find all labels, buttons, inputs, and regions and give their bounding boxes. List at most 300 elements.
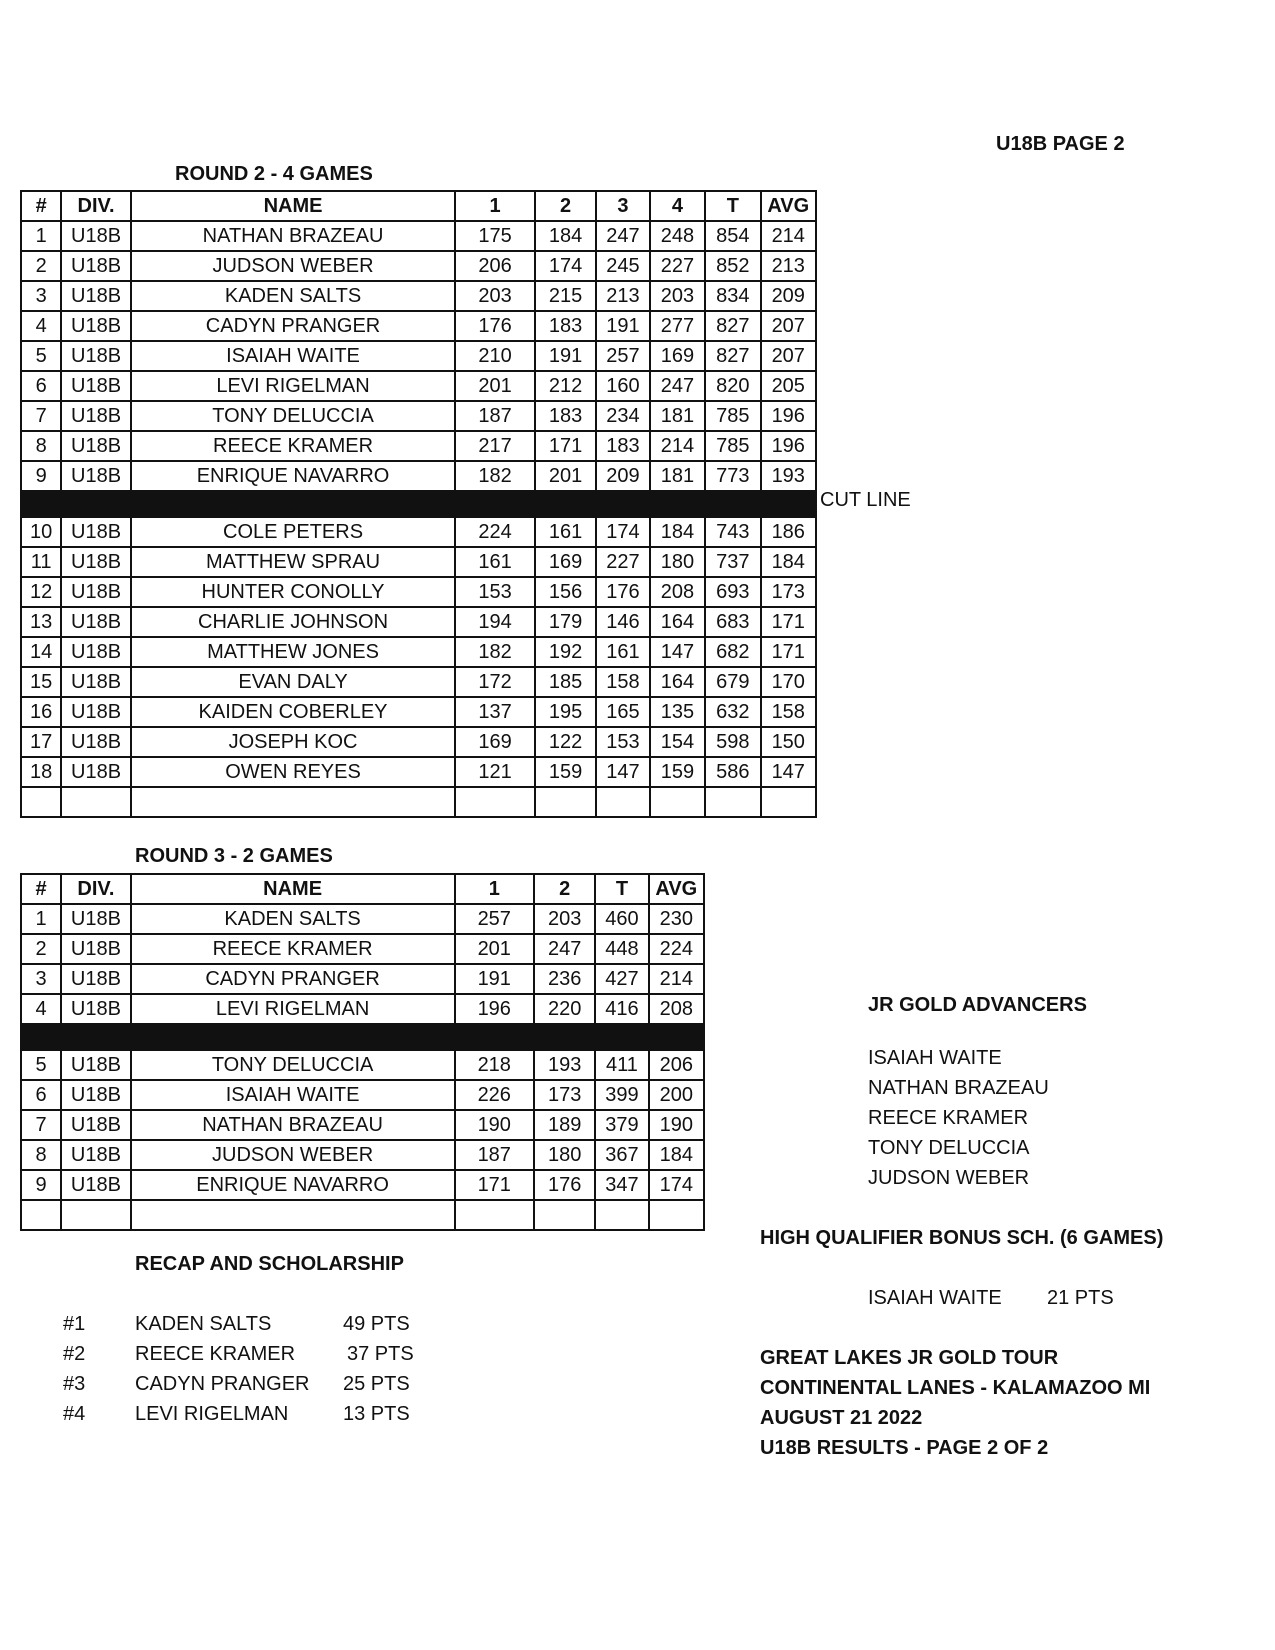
table-cell: U18B — [61, 904, 130, 934]
table-cell: 201 — [455, 371, 535, 401]
table-cell: 181 — [650, 461, 705, 491]
table-cell: 7 — [21, 401, 61, 431]
table-cell: 224 — [455, 517, 535, 547]
table-cell: 176 — [596, 577, 649, 607]
high-qualifier-title: HIGH QUALIFIER BONUS SCH. (6 GAMES) — [760, 1227, 1164, 1249]
table-cell: 598 — [705, 727, 760, 757]
table-cell: 460 — [595, 904, 648, 934]
recap-rank: #3 — [63, 1373, 86, 1395]
table-cell: U18B — [61, 727, 131, 757]
table-cell: 2 — [21, 934, 61, 964]
table-cell: 172 — [455, 667, 535, 697]
table-cell: 586 — [705, 757, 760, 787]
table-cell: U18B — [61, 431, 131, 461]
table-cell: 196 — [761, 401, 817, 431]
round3-table — [20, 873, 705, 1231]
table-cell: 185 — [535, 667, 596, 697]
column-header: 1 — [455, 191, 535, 221]
table-cell: U18B — [61, 401, 131, 431]
table-cell: 208 — [650, 577, 705, 607]
table-cell: JOSEPH KOC — [131, 727, 455, 757]
column-header: DIV. — [61, 874, 130, 904]
table-cell: 201 — [535, 461, 596, 491]
table-cell: 18 — [21, 757, 61, 787]
column-header: AVG — [649, 874, 704, 904]
empty-cell — [534, 1200, 595, 1230]
table-cell: U18B — [61, 1170, 130, 1200]
table-cell: 852 — [705, 251, 760, 281]
table-cell: 379 — [595, 1110, 648, 1140]
table-cell: U18B — [61, 607, 131, 637]
table-cell: 257 — [455, 904, 534, 934]
table-cell: 226 — [455, 1080, 534, 1110]
table-cell: 137 — [455, 697, 535, 727]
cut-line-row — [21, 491, 816, 517]
table-row — [21, 1080, 704, 1110]
table-row — [21, 994, 704, 1024]
table-cell: 8 — [21, 1140, 61, 1170]
table-cell: 209 — [596, 461, 649, 491]
table-row — [21, 964, 704, 994]
table-cell: 17 — [21, 727, 61, 757]
table-cell: COLE PETERS — [131, 517, 455, 547]
page-label: U18B PAGE 2 — [996, 133, 1125, 155]
table-cell: 159 — [650, 757, 705, 787]
table-cell: CADYN PRANGER — [131, 311, 455, 341]
table-cell: 347 — [595, 1170, 648, 1200]
table-cell: 693 — [705, 577, 760, 607]
table-cell: MATTHEW JONES — [131, 637, 455, 667]
table-cell: 5 — [21, 1050, 61, 1080]
table-cell: ENRIQUE NAVARRO — [131, 1170, 455, 1200]
table-cell: EVAN DALY — [131, 667, 455, 697]
column-header: 4 — [650, 191, 705, 221]
recap-points: 49 PTS — [343, 1313, 410, 1335]
table-cell: 6 — [21, 371, 61, 401]
recap-rank: #2 — [63, 1343, 86, 1365]
table-cell: 179 — [535, 607, 596, 637]
table-cell: 161 — [535, 517, 596, 547]
table-cell: 171 — [761, 607, 817, 637]
footer-tour: GREAT LAKES JR GOLD TOUR — [760, 1347, 1059, 1369]
table-cell: 169 — [455, 727, 535, 757]
table-cell: ISAIAH WAITE — [131, 341, 455, 371]
table-cell: KAIDEN COBERLEY — [131, 697, 455, 727]
table-cell: 169 — [535, 547, 596, 577]
table-cell: 196 — [455, 994, 534, 1024]
table-cell: 1 — [21, 904, 61, 934]
empty-cell — [649, 1200, 704, 1230]
table-cell: 10 — [21, 517, 61, 547]
empty-cell — [131, 1200, 455, 1230]
table-cell: LEVI RIGELMAN — [131, 371, 455, 401]
round3-header-row — [21, 874, 704, 904]
empty-cell — [131, 787, 455, 817]
table-cell: 210 — [455, 341, 535, 371]
table-cell: 214 — [761, 221, 817, 251]
table-cell: 227 — [596, 547, 649, 577]
table-cell: 214 — [649, 964, 704, 994]
high-qualifier-name: ISAIAH WAITE — [868, 1287, 1002, 1309]
table-cell: 212 — [535, 371, 596, 401]
table-cell: U18B — [61, 517, 131, 547]
table-row — [21, 281, 816, 311]
table-cell: 277 — [650, 311, 705, 341]
column-header: AVG — [761, 191, 817, 221]
table-cell: 234 — [596, 401, 649, 431]
table-cell: 189 — [534, 1110, 595, 1140]
column-header: 1 — [455, 874, 534, 904]
table-cell: 683 — [705, 607, 760, 637]
advancers-title: JR GOLD ADVANCERS — [868, 994, 1087, 1016]
table-cell: U18B — [61, 281, 131, 311]
recap-name: KADEN SALTS — [135, 1313, 272, 1335]
table-cell: 174 — [649, 1170, 704, 1200]
recap-rank: #4 — [63, 1403, 86, 1425]
empty-cell — [455, 1200, 534, 1230]
table-cell: 213 — [761, 251, 817, 281]
table-cell: 247 — [534, 934, 595, 964]
table-cell: 224 — [649, 934, 704, 964]
table-cell: U18B — [61, 964, 130, 994]
table-cell: 3 — [21, 964, 61, 994]
empty-cell — [535, 787, 596, 817]
table-cell: 164 — [650, 667, 705, 697]
table-row — [21, 547, 816, 577]
table-row — [21, 401, 816, 431]
table-row — [21, 1050, 704, 1080]
table-cell: U18B — [61, 371, 131, 401]
table-cell: 827 — [705, 341, 760, 371]
footer-page: U18B RESULTS - PAGE 2 OF 2 — [760, 1437, 1049, 1459]
round2-table — [20, 190, 817, 818]
table-cell: 153 — [455, 577, 535, 607]
table-cell: 8 — [21, 431, 61, 461]
empty-cell — [61, 1200, 130, 1230]
table-cell: REECE KRAMER — [131, 431, 455, 461]
empty-row — [21, 1200, 704, 1230]
table-cell: U18B — [61, 1140, 130, 1170]
advancer-name: ISAIAH WAITE — [868, 1047, 1002, 1069]
table-cell: U18B — [61, 461, 131, 491]
table-cell: 156 — [535, 577, 596, 607]
table-cell: 174 — [535, 251, 596, 281]
empty-cell — [21, 1200, 61, 1230]
column-header: T — [705, 191, 760, 221]
table-cell: 218 — [455, 1050, 534, 1080]
table-cell: CADYN PRANGER — [131, 964, 455, 994]
table-cell: 147 — [650, 637, 705, 667]
table-cell: ISAIAH WAITE — [131, 1080, 455, 1110]
table-cell: 785 — [705, 401, 760, 431]
table-cell: U18B — [61, 994, 130, 1024]
column-header: 2 — [534, 874, 595, 904]
empty-cell — [61, 787, 131, 817]
table-cell: U18B — [61, 1110, 130, 1140]
table-cell: 399 — [595, 1080, 648, 1110]
table-cell: 213 — [596, 281, 649, 311]
table-row — [21, 431, 816, 461]
round2-header-row — [21, 191, 816, 221]
table-cell: 411 — [595, 1050, 648, 1080]
table-cell: 785 — [705, 431, 760, 461]
table-cell: 121 — [455, 757, 535, 787]
table-row — [21, 607, 816, 637]
table-cell: 195 — [535, 697, 596, 727]
table-cell: 448 — [595, 934, 648, 964]
table-cell: 164 — [650, 607, 705, 637]
table-cell: 9 — [21, 461, 61, 491]
advancer-name: JUDSON WEBER — [868, 1167, 1030, 1189]
recap-points: 25 PTS — [343, 1373, 410, 1395]
table-cell: 147 — [596, 757, 649, 787]
table-cell: 773 — [705, 461, 760, 491]
table-cell: 827 — [705, 311, 760, 341]
table-cell: 203 — [534, 904, 595, 934]
table-row — [21, 934, 704, 964]
table-cell: 180 — [534, 1140, 595, 1170]
table-cell: 200 — [649, 1080, 704, 1110]
empty-cell — [650, 787, 705, 817]
empty-cell — [595, 1200, 648, 1230]
table-cell: 367 — [595, 1140, 648, 1170]
column-header: DIV. — [61, 191, 131, 221]
cut-line-bar — [21, 491, 816, 517]
table-cell: 190 — [649, 1110, 704, 1140]
footer-date: AUGUST 21 2022 — [760, 1407, 923, 1429]
table-row — [21, 1140, 704, 1170]
table-cell: 245 — [596, 251, 649, 281]
table-cell: U18B — [61, 577, 131, 607]
table-cell: U18B — [61, 1050, 130, 1080]
table-cell: U18B — [61, 547, 131, 577]
table-cell: 248 — [650, 221, 705, 251]
table-cell: 215 — [535, 281, 596, 311]
table-cell: CHARLIE JOHNSON — [131, 607, 455, 637]
table-cell: 182 — [455, 637, 535, 667]
recap-title: RECAP AND SCHOLARSHIP — [135, 1253, 404, 1275]
table-cell: 4 — [21, 994, 61, 1024]
table-cell: U18B — [61, 667, 131, 697]
table-cell: 171 — [535, 431, 596, 461]
table-row — [21, 251, 816, 281]
advancer-name: REECE KRAMER — [868, 1107, 1029, 1129]
table-cell: REECE KRAMER — [131, 934, 455, 964]
table-cell: 171 — [761, 637, 817, 667]
column-header: NAME — [131, 191, 455, 221]
table-cell: 6 — [21, 1080, 61, 1110]
table-cell: 146 — [596, 607, 649, 637]
table-row — [21, 697, 816, 727]
table-row — [21, 667, 816, 697]
table-cell: 257 — [596, 341, 649, 371]
table-cell: 203 — [650, 281, 705, 311]
table-cell: 147 — [761, 757, 817, 787]
table-cell: 191 — [455, 964, 534, 994]
table-cell: 206 — [649, 1050, 704, 1080]
table-cell: 175 — [455, 221, 535, 251]
table-row — [21, 727, 816, 757]
empty-cell — [455, 787, 535, 817]
table-cell: KADEN SALTS — [131, 281, 455, 311]
empty-row — [21, 787, 816, 817]
table-cell: U18B — [61, 697, 131, 727]
cut-line-bar — [21, 1024, 704, 1050]
table-cell: 2 — [21, 251, 61, 281]
table-cell: 161 — [455, 547, 535, 577]
cut-line-label: CUT LINE — [820, 489, 911, 511]
empty-cell — [596, 787, 649, 817]
table-cell: 5 — [21, 341, 61, 371]
table-cell: 1 — [21, 221, 61, 251]
table-cell: TONY DELUCCIA — [131, 1050, 455, 1080]
table-cell: 183 — [596, 431, 649, 461]
table-cell: 247 — [596, 221, 649, 251]
empty-cell — [21, 787, 61, 817]
table-cell: 743 — [705, 517, 760, 547]
table-cell: 187 — [455, 1140, 534, 1170]
table-cell: 247 — [650, 371, 705, 401]
table-cell: 181 — [650, 401, 705, 431]
table-cell: U18B — [61, 934, 130, 964]
table-cell: 15 — [21, 667, 61, 697]
round3-title: ROUND 3 - 2 GAMES — [135, 845, 333, 867]
table-cell: JUDSON WEBER — [131, 251, 455, 281]
table-cell: 187 — [455, 401, 535, 431]
table-cell: 11 — [21, 547, 61, 577]
table-cell: 3 — [21, 281, 61, 311]
table-row — [21, 221, 816, 251]
table-cell: 154 — [650, 727, 705, 757]
table-cell: 196 — [761, 431, 817, 461]
recap-points: 13 PTS — [343, 1403, 410, 1425]
table-cell: 122 — [535, 727, 596, 757]
table-cell: 174 — [596, 517, 649, 547]
table-cell: 171 — [455, 1170, 534, 1200]
advancer-name: NATHAN BRAZEAU — [868, 1077, 1049, 1099]
table-row — [21, 757, 816, 787]
recap-name: CADYN PRANGER — [135, 1373, 310, 1395]
table-cell: 161 — [596, 637, 649, 667]
table-row — [21, 904, 704, 934]
table-cell: 834 — [705, 281, 760, 311]
recap-name: REECE KRAMER — [135, 1343, 296, 1365]
advancer-name: TONY DELUCCIA — [868, 1137, 1030, 1159]
table-cell: JUDSON WEBER — [131, 1140, 455, 1170]
table-cell: 184 — [761, 547, 817, 577]
footer-venue: CONTINENTAL LANES - KALAMAZOO MI — [760, 1377, 1151, 1399]
table-cell: 416 — [595, 994, 648, 1024]
table-row — [21, 1110, 704, 1140]
table-cell: 16 — [21, 697, 61, 727]
table-cell: U18B — [61, 311, 131, 341]
table-cell: U18B — [61, 1080, 130, 1110]
empty-cell — [761, 787, 817, 817]
table-cell: 158 — [596, 667, 649, 697]
table-row — [21, 341, 816, 371]
table-cell: 632 — [705, 697, 760, 727]
table-cell: 209 — [761, 281, 817, 311]
table-cell: U18B — [61, 341, 131, 371]
recap-rank: #1 — [63, 1313, 86, 1335]
table-cell: 201 — [455, 934, 534, 964]
table-cell: 135 — [650, 697, 705, 727]
table-cell: 236 — [534, 964, 595, 994]
table-cell: 14 — [21, 637, 61, 667]
table-cell: NATHAN BRAZEAU — [131, 221, 455, 251]
recap-name: LEVI RIGELMAN — [135, 1403, 289, 1425]
table-cell: 203 — [455, 281, 535, 311]
table-cell: 183 — [535, 311, 596, 341]
table-cell: TONY DELUCCIA — [131, 401, 455, 431]
table-cell: 12 — [21, 577, 61, 607]
table-cell: 184 — [650, 517, 705, 547]
table-cell: 176 — [455, 311, 535, 341]
table-cell: 191 — [596, 311, 649, 341]
table-cell: 7 — [21, 1110, 61, 1140]
table-cell: 205 — [761, 371, 817, 401]
high-qualifier-pts: 21 PTS — [1047, 1287, 1114, 1309]
table-cell: 854 — [705, 221, 760, 251]
table-cell: U18B — [61, 251, 131, 281]
table-cell: U18B — [61, 221, 131, 251]
table-cell: 427 — [595, 964, 648, 994]
table-cell: 679 — [705, 667, 760, 697]
empty-cell — [705, 787, 760, 817]
table-row — [21, 517, 816, 547]
table-cell: 190 — [455, 1110, 534, 1140]
table-cell: 173 — [534, 1080, 595, 1110]
table-cell: 184 — [649, 1140, 704, 1170]
table-cell: 150 — [761, 727, 817, 757]
table-cell: 159 — [535, 757, 596, 787]
table-cell: 160 — [596, 371, 649, 401]
column-header: 2 — [535, 191, 596, 221]
table-cell: 193 — [534, 1050, 595, 1080]
table-cell: 206 — [455, 251, 535, 281]
cut-line-row — [21, 1024, 704, 1050]
table-cell: 9 — [21, 1170, 61, 1200]
table-cell: 173 — [761, 577, 817, 607]
round2-title: ROUND 2 - 4 GAMES — [175, 163, 373, 185]
table-cell: 13 — [21, 607, 61, 637]
table-cell: U18B — [61, 637, 131, 667]
table-cell: 737 — [705, 547, 760, 577]
table-cell: 180 — [650, 547, 705, 577]
table-cell: 158 — [761, 697, 817, 727]
table-cell: 182 — [455, 461, 535, 491]
table-cell: 183 — [535, 401, 596, 431]
table-cell: 820 — [705, 371, 760, 401]
table-cell: 220 — [534, 994, 595, 1024]
table-cell: 208 — [649, 994, 704, 1024]
table-cell: 227 — [650, 251, 705, 281]
table-cell: 176 — [534, 1170, 595, 1200]
table-cell: 193 — [761, 461, 817, 491]
table-cell: 153 — [596, 727, 649, 757]
table-cell: 4 — [21, 311, 61, 341]
table-cell: 207 — [761, 311, 817, 341]
table-cell: 165 — [596, 697, 649, 727]
table-cell: LEVI RIGELMAN — [131, 994, 455, 1024]
table-cell: 214 — [650, 431, 705, 461]
table-cell: 169 — [650, 341, 705, 371]
table-cell: 230 — [649, 904, 704, 934]
table-row — [21, 1170, 704, 1200]
table-cell: 186 — [761, 517, 817, 547]
column-header: # — [21, 191, 61, 221]
table-cell: NATHAN BRAZEAU — [131, 1110, 455, 1140]
